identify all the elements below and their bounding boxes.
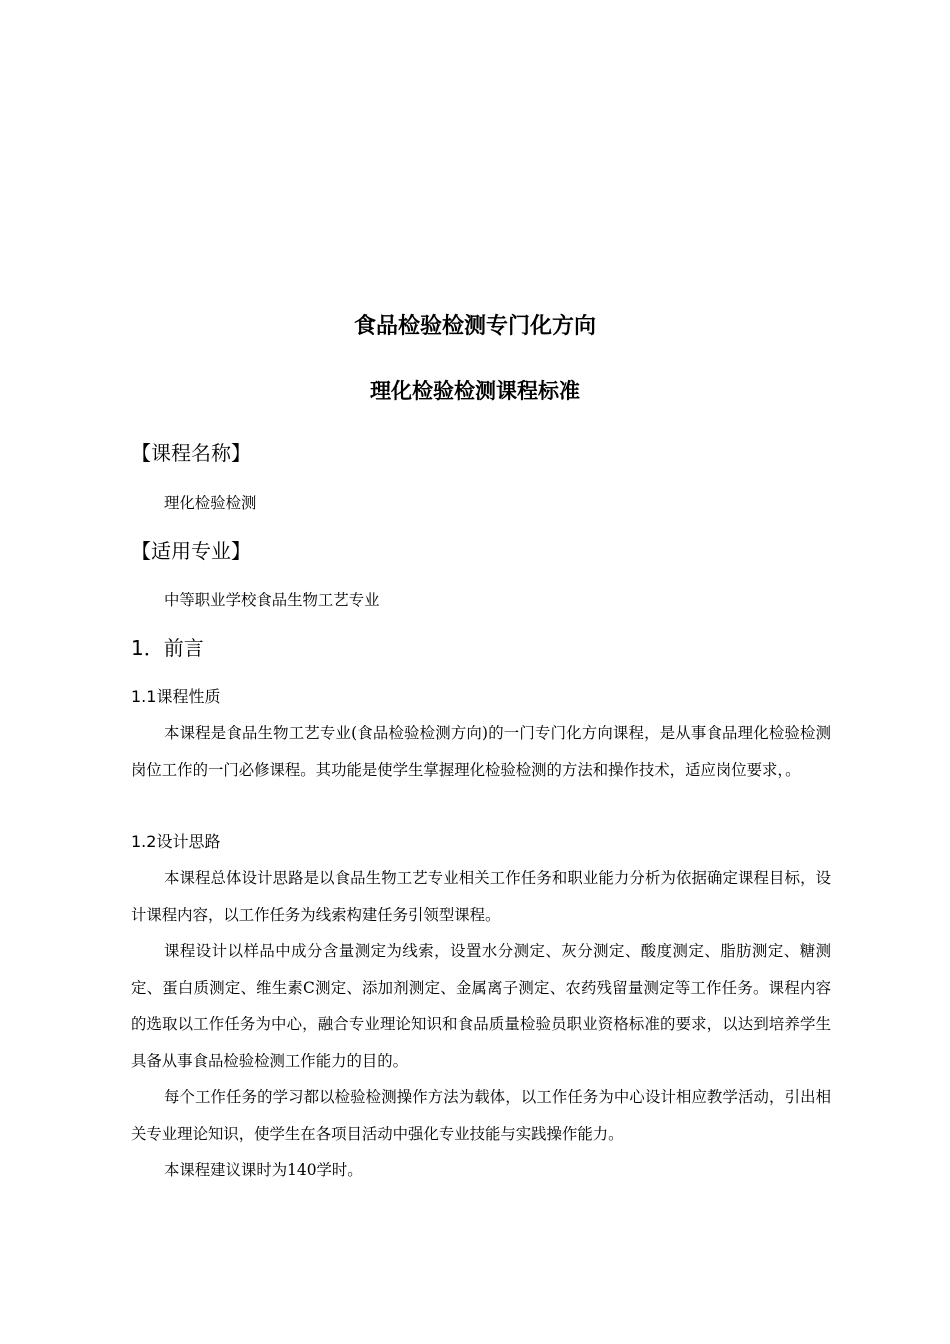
course-name-heading: 【课程名称】: [131, 441, 251, 465]
course-name-value: 理化检验检测: [164, 494, 257, 512]
course-nature-heading: 1.1课程性质: [131, 687, 221, 706]
document-subtitle: 理化检验检测课程标准: [370, 379, 580, 403]
design-paragraph-3: 每个工作任务的学习都以检验检测操作方法为载体，以工作任务为中心设计相应教学活动，引出相关专业理论知识，使学生在各项目活动中强化专业技能与实践操作能力。: [131, 1088, 831, 1143]
design-paragraph-2: 课程设计以样品中成分含量测定为线索，设置水分测定、灰分测定、酸度测定、脂肪测定、糖测定、蛋白质测定、维生素C测定、添加剂测定、金属离子测定、农药残留量测定等工作任务。课程内容的选取以工作任务为中心，融合专业理论知识和食品质量检验员职业资格标准的要求，以达到培养学生具备从事食品检验检测工作能力的目的。: [131, 942, 831, 1070]
preface-heading: 1．前言: [131, 636, 204, 660]
major-heading: 【适用专业】: [131, 539, 251, 563]
design-idea-heading: 1.2设计思路: [131, 832, 221, 851]
design-paragraph-1: 本课程总体设计思路是以食品生物工艺专业相关工作任务和职业能力分析为依据确定课程目标，设计课程内容，以工作任务为线索构建任务引领型课程。: [131, 869, 831, 924]
course-nature-paragraph: 本课程是食品生物工艺专业(食品检验检测方向)的一门专门化方向课程，是从事食品理化检验检测岗位工作的一门必修课程。其功能是使学生掌握理化检验检测的方法和操作技术，适应岗位要求，。: [131, 724, 831, 779]
major-value: 中等职业学校食品生物工艺专业: [164, 591, 380, 609]
document-title: 食品检验检测专门化方向: [353, 314, 596, 339]
design-paragraph-4: 本课程建议课时为140学时。: [164, 1161, 363, 1179]
